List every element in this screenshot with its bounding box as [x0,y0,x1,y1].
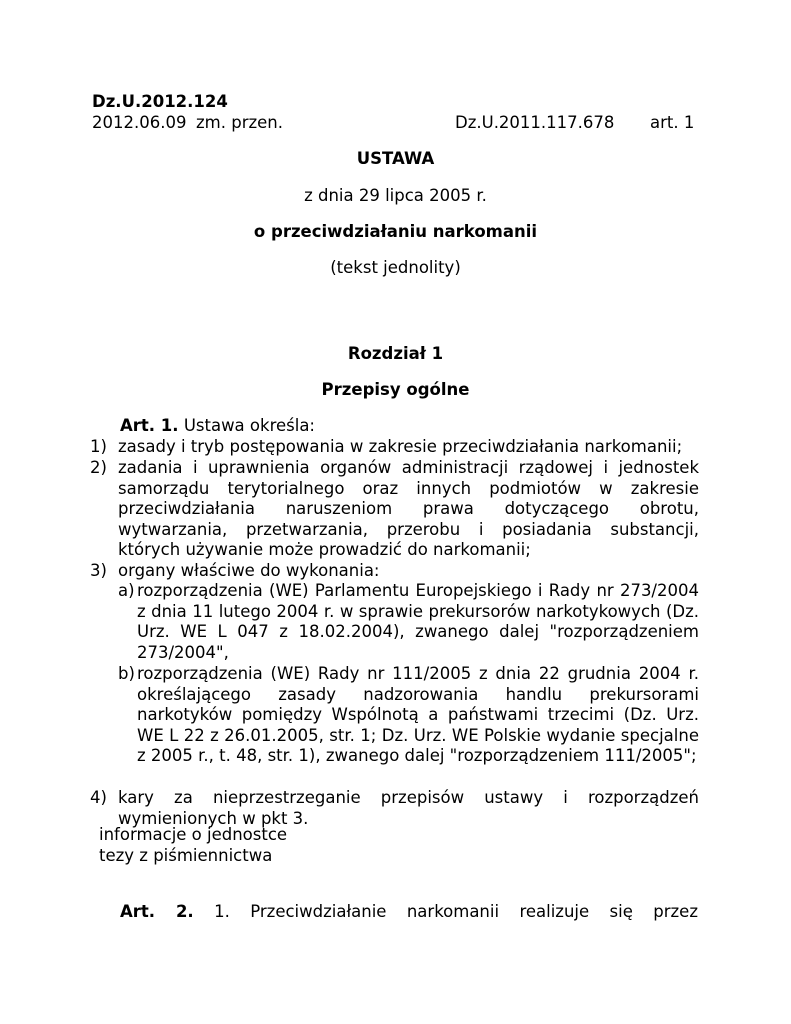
art1-point-text: zasady i tryb postępowania w zakresie przeciwdziałania narkomanii; [118,437,683,456]
art1-point-text: organy właściwe do wykonania: [118,561,380,580]
art1-subpoint-letter: a) [118,581,135,600]
art2-paragraph [120,902,698,923]
act-type-title: USTAWA [356,149,435,168]
consolidated-text-note: (tekst jednolity) [330,258,461,277]
art1-subpoint-text: rozporządzenia (WE) Rady nr 111/2005 z dnia 22 grudnia 2004 r. określającego zasady nadzorowania handlu prekursorami narkotyków pomiędzy Wspólnotą a państwami trzecimi (Dz. Urz. WE L 22 z 26.01.2005, str. 1; Dz. Urz. WE Polskie wydanie specjalne z 2005 r., t. 48, str. 1), zwanego dalej "rozporządzeniem 111/2005"; [137,664,699,766]
art1-intro: Ustawa określa: [183,416,315,435]
change-type: zm. przen. [196,113,283,132]
art1-point-number: 3) [90,561,107,580]
art1-subpoint-letter: b) [118,664,135,683]
unit-info-link[interactable]: informacje o jednostce [99,825,288,844]
art1-subpoint-text: rozporządzenia (WE) Parlamentu Europejskiego i Rady nr 273/2004 z dnia 11 lutego 2004 r. w sprawie prekursorów narkotykowych (Dz. Urz. WE L 047 z 18.02.2004), zwanego dalej "rozporządzeniem 273/2004", [137,581,699,662]
source-article: art. 1 [650,113,695,132]
art1-point-text: zadania i uprawnienia organów administracji rządowej i jednostek samorządu terytorialnego oraz innych podmiotów w zakresie przeciwdziałania naruszeniom prawa dotyczącego obrotu, wytwarzania, przetwarzania, przerobu i posiadania substancji, których używanie może prowadzić do narkomanii; [118,458,699,560]
chapter-number: Rozdział 1 [347,344,444,363]
art1-point-text: kary za nieprzestrzeganie przepisów ustawy i rozporządzeń wymienionych w pkt 3. [118,788,699,828]
art1-point-number: 1) [90,437,107,456]
art2-text: 1. Przeciwdziałanie narkomanii realizuje się przez [214,902,698,921]
journal-reference: Dz.U.2012.124 [92,92,228,111]
art1-label: Art. 1. [120,416,179,435]
source-reference: Dz.U.2011.117.678 [455,113,615,132]
chapter-name: Przepisy ogólne [321,380,470,399]
change-date: 2012.06.09 [92,113,187,132]
art1-heading [120,416,315,436]
act-date: z dnia 29 lipca 2005 r. [304,186,487,205]
literature-theses-link[interactable]: tezy z piśmiennictwa [99,846,273,865]
art2-label: Art. 2. [120,902,194,921]
art1-point-number: 2) [90,458,107,477]
art1-point-number: 4) [90,788,107,807]
act-subject: o przeciwdziałaniu narkomanii [253,222,538,241]
